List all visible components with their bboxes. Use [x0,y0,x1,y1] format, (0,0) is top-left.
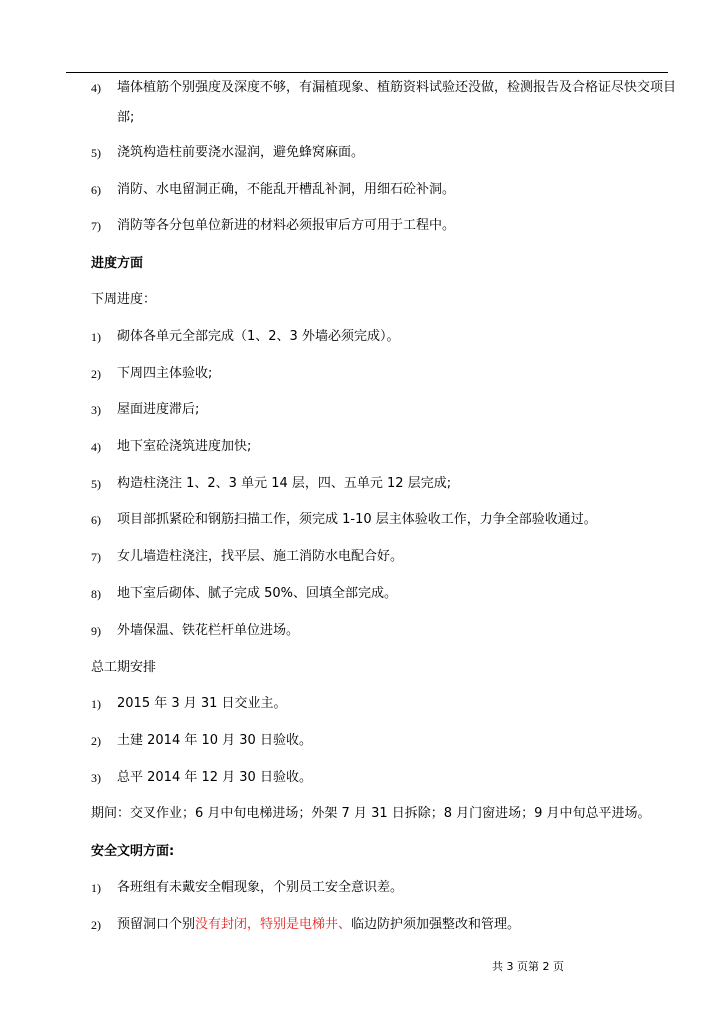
list-number: 2) [91,918,101,932]
safety-text-part: 临边防护须加强整改和管理。 [351,917,521,932]
next-week-label: 下周进度： [91,292,157,307]
list-number: 1) [91,881,101,895]
list-text: 项目部抓紧砼和钢筋扫描工作，须完成 1-10 层主体验收工作，力争全部验收通过。 [117,512,597,527]
list-number: 3) [91,771,101,785]
list-text: 构造柱浇注 1、2、3 单元 14 层，四、五单元 12 层完成; [117,476,452,491]
list-text: 土建 2014 年 10 月 30 日验收。 [117,733,312,748]
list-number: 7) [91,550,101,564]
header-rule [66,72,668,73]
list-text: 屋面进度滞后; [117,402,200,417]
section-heading-safety: 安全文明方面: [91,844,175,859]
list-text: 外墙保温、铁花栏杆单位进场。 [117,623,300,638]
list-text: 消防等各分包单位新进的材料必须报审后方可用于工程中。 [117,218,456,233]
list-text: 消防、水电留洞正确，不能乱开槽乱补洞，用细石砼补洞。 [117,182,456,197]
list-number: 2) [91,734,101,748]
list-number: 6) [91,183,101,197]
list-text-continued: 部; [117,110,135,125]
list-text: 女儿墙造柱浇注，找平层、施工消防水电配合好。 [117,549,404,564]
schedule-label: 总工期安排 [91,660,157,675]
list-number: 1) [91,697,101,711]
list-text: 地下室后砌体、腻子完成 50%、回填全部完成。 [117,586,398,601]
list-text: 浇筑构造柱前要浇水湿润，避免蜂窝麻面。 [117,145,365,160]
list-text: 总平 2014 年 12 月 30 日验收。 [117,770,312,785]
list-text [117,917,520,933]
list-number: 4) [91,81,101,95]
list-number: 9) [91,624,101,638]
safety-text-part: 预留洞口个别 [117,917,196,932]
list-text: 砌体各单元全部完成（1、2、3 外墙必须完成）。 [117,329,400,344]
list-text: 各班组有未戴安全帽现象，个别员工安全意识差。 [117,880,404,895]
section-heading-progress: 进度方面 [91,256,144,271]
list-number: 8) [91,587,101,601]
list-text: 2015 年 3 月 31 日交业主。 [117,696,287,711]
page-footer: 共 3 页第 2 页 [492,960,564,973]
list-number: 3) [91,403,101,417]
list-number: 7) [91,219,101,233]
list-number: 1) [91,330,101,344]
list-text: 墙体植筋个别强度及深度不够，有漏植现象、植筋资料试验还没做，检测报告及合格证尽快交项目 [117,80,677,95]
list-text: 地下室砼浇筑进度加快; [117,439,252,454]
list-number: 4) [91,440,101,454]
list-number: 5) [91,477,101,491]
list-text: 下周四主体验收; [117,366,213,381]
safety-text-highlight: 没有封闭，特别是电梯井、 [195,917,352,932]
list-number: 2) [91,367,101,381]
list-number: 5) [91,146,101,160]
period-text: 期间：交叉作业；6 月中旬电梯进场；外架 7 月 31 日拆除；8 月门窗进场；9 月中旬总平进场。 [91,806,651,821]
list-number: 6) [91,513,101,527]
